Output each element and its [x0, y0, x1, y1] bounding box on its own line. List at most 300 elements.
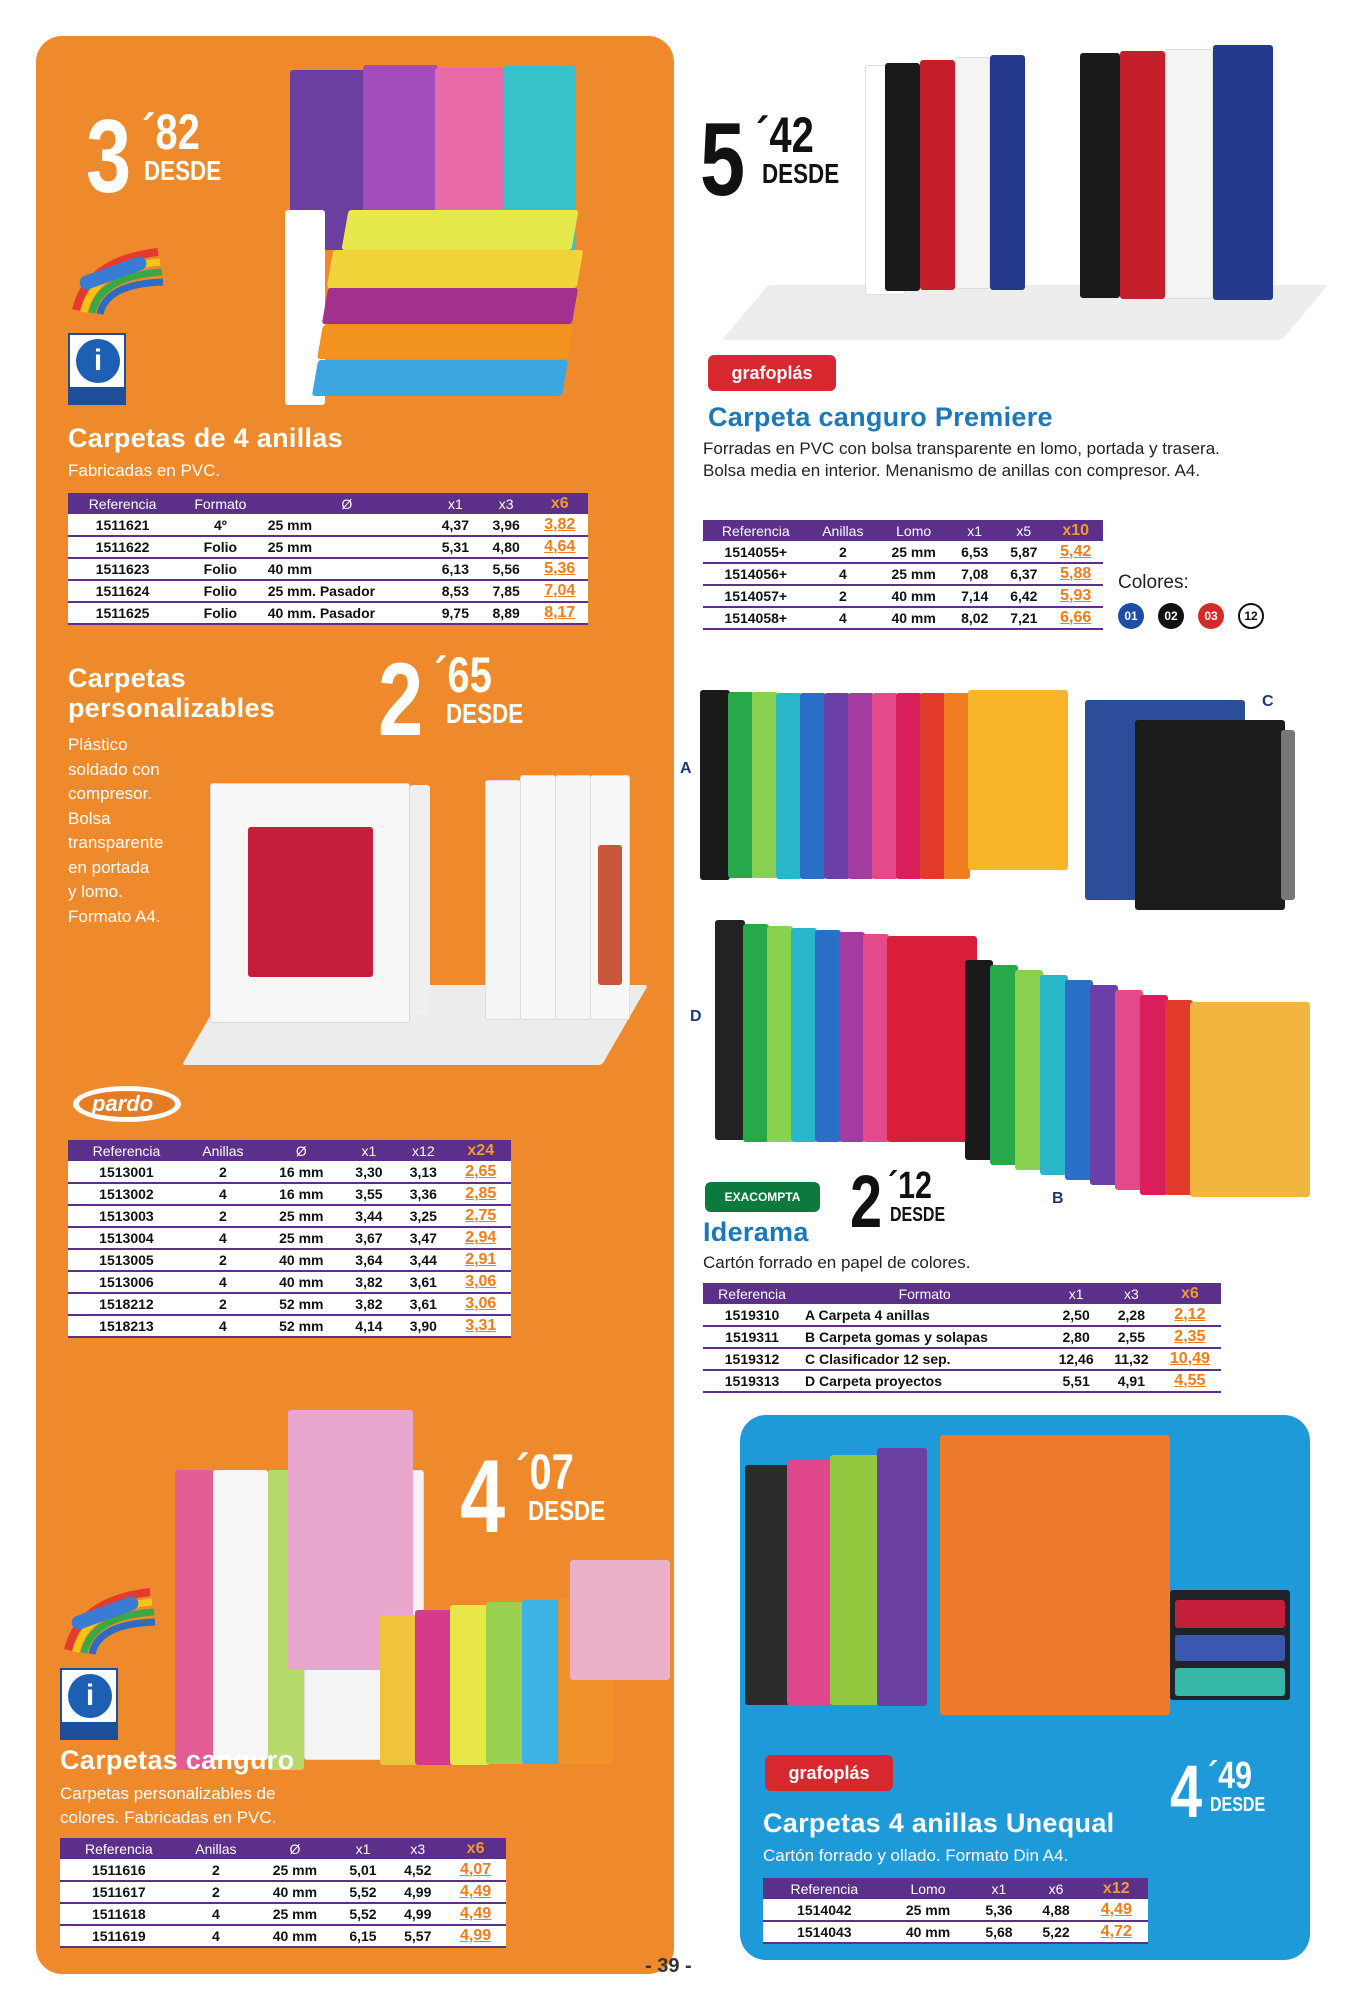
table-cell: 3,82: [532, 514, 588, 536]
desc-s5: [60, 1782, 276, 1830]
table-header: Referencia: [703, 520, 809, 541]
table-cell: 4,37: [430, 514, 481, 536]
table-cell: 5,22: [1027, 1921, 1084, 1943]
table-row: [60, 1881, 506, 1903]
table-cell: 3,55: [342, 1183, 396, 1205]
table-cell: 1513005: [68, 1249, 185, 1271]
ring-binders-image-a: [700, 690, 1080, 885]
page-number: - 39 -: [645, 1955, 692, 1977]
table-header-row: [60, 1838, 506, 1859]
grafoplas-logo: [708, 355, 836, 391]
table-cell: 2: [185, 1249, 261, 1271]
price-desde: DESDE: [1210, 1794, 1266, 1816]
table-s6: [763, 1878, 1148, 1944]
table-header: Ø: [254, 1838, 335, 1859]
desc-s3: [68, 733, 163, 929]
table-row: [703, 1304, 1221, 1326]
table-cell: 2,55: [1104, 1326, 1159, 1348]
desc-line: Carpetas personalizables de: [60, 1784, 276, 1803]
table-cell: 40 mm: [254, 1881, 335, 1903]
table-cell: 6,37: [999, 563, 1048, 585]
table-cell: 3,61: [396, 1271, 450, 1293]
table-cell: 1511622: [68, 536, 177, 558]
table-row: [703, 1370, 1221, 1392]
table-s2: [703, 520, 1103, 630]
table-cell: D Carpeta proyectos: [801, 1370, 1048, 1392]
color-swatch-12: 12: [1238, 603, 1264, 629]
table-header: x3: [1104, 1283, 1159, 1304]
table-cell: Folio: [177, 536, 264, 558]
table-row: [68, 1227, 511, 1249]
title-s5: Carpetas canguro: [60, 1745, 295, 1775]
table-s1: [68, 493, 588, 625]
desc-s1: Fabricadas en PVC.: [68, 461, 221, 480]
table-row: [68, 1293, 511, 1315]
table-cell: 3,47: [396, 1227, 450, 1249]
table-cell: 1511617: [60, 1881, 178, 1903]
table-cell: 3,67: [342, 1227, 396, 1249]
color-swatch-01: 01: [1118, 603, 1144, 629]
table-header: Formato: [801, 1283, 1048, 1304]
table-row: [68, 514, 588, 536]
price-int: 3: [86, 99, 130, 215]
table-header: Referencia: [703, 1283, 801, 1304]
table-cell: 5,87: [999, 541, 1048, 563]
table-row: [68, 1205, 511, 1227]
table-row: [763, 1899, 1148, 1921]
table-cell: 4: [809, 607, 878, 629]
table-cell: 4,49: [1085, 1899, 1148, 1921]
table-cell: 6,42: [999, 585, 1048, 607]
table-header: Referencia: [68, 493, 177, 514]
table-cell: 25 mm: [254, 1903, 335, 1925]
table-cell: 7,14: [950, 585, 999, 607]
desc-line: Bolsa: [68, 808, 111, 828]
table-cell: 3,06: [451, 1271, 511, 1293]
table-cell: 5,56: [481, 558, 532, 580]
table-cell: 40 mm: [261, 1271, 342, 1293]
table-cell: 5,93: [1048, 585, 1103, 607]
table-cell: 2: [178, 1881, 255, 1903]
price-dec: ´65: [434, 647, 492, 703]
table-row: [68, 602, 588, 624]
table-header: x24: [451, 1140, 511, 1161]
table-cell: 2: [809, 585, 878, 607]
brand-name: EXACOMPTA: [724, 1190, 801, 1204]
binders-image-s3: [190, 775, 640, 1075]
table-cell: A Carpeta 4 anillas: [801, 1304, 1048, 1326]
binders-image-s1: [285, 60, 625, 400]
table-header: x6: [445, 1838, 506, 1859]
binders-image-s6: [745, 1430, 1305, 1720]
table-cell: 1514043: [763, 1921, 886, 1943]
price-desde: DESDE: [528, 1495, 606, 1526]
table-cell: 2: [185, 1161, 261, 1183]
table-row: [68, 1161, 511, 1183]
table-cell: 40 mm: [261, 1249, 342, 1271]
price-desde: DESDE: [144, 155, 222, 186]
price-int: 4: [460, 1439, 504, 1555]
table-cell: 4,14: [342, 1315, 396, 1337]
table-row: [68, 1183, 511, 1205]
brand-name: grafoplás: [788, 1762, 870, 1783]
table-cell: 1519311: [703, 1326, 801, 1348]
price-s3: [378, 642, 558, 758]
table-cell: B Carpeta gomas y solapas: [801, 1326, 1048, 1348]
desc-line: compresor.: [68, 784, 153, 803]
desc-line: transparente: [68, 833, 164, 852]
price-dec: ´49: [1208, 1755, 1252, 1797]
table-cell: 8,02: [950, 607, 999, 629]
table-header: Ø: [264, 493, 430, 514]
table-cell: 1513006: [68, 1271, 185, 1293]
table-header: x1: [336, 1838, 391, 1859]
table-cell: 11,32: [1104, 1348, 1159, 1370]
table-row: [68, 1249, 511, 1271]
table-cell: C Clasificador 12 sep.: [801, 1348, 1048, 1370]
table-cell: Folio: [177, 602, 264, 624]
table-cell: 1511624: [68, 580, 177, 602]
table-cell: 2: [809, 541, 878, 563]
table-cell: 1513004: [68, 1227, 185, 1249]
table-cell: 9,75: [430, 602, 481, 624]
table-cell: 7,21: [999, 607, 1048, 629]
table-cell: 3,44: [396, 1249, 450, 1271]
table-row: [703, 541, 1103, 563]
table-header: x3: [481, 493, 532, 514]
table-header-row: [703, 520, 1103, 541]
table-header: Lomo: [886, 1878, 971, 1899]
price-s1: [86, 99, 246, 215]
table-cell: 3,25: [396, 1205, 450, 1227]
table-row: [703, 1326, 1221, 1348]
desc-line: y lomo.: [68, 882, 123, 901]
table-cell: 5,36: [970, 1899, 1027, 1921]
table-cell: 40 mm: [886, 1921, 971, 1943]
table-cell: 4: [185, 1227, 261, 1249]
table-cell: 10,49: [1159, 1348, 1221, 1370]
table-cell: 2,28: [1104, 1304, 1159, 1326]
table-cell: 4,52: [390, 1859, 445, 1881]
desc-line: en portada: [68, 857, 150, 877]
label-b: B: [1052, 1190, 1064, 1207]
table-cell: 40 mm. Pasador: [264, 602, 430, 624]
table-cell: 1511616: [60, 1859, 178, 1881]
title-s6: Carpetas 4 anillas Unequal: [763, 1808, 1115, 1838]
title-s1: Carpetas de 4 anillas: [68, 423, 343, 453]
exacompta-logo: [705, 1182, 820, 1212]
price-int: 2: [850, 1160, 881, 1243]
price-desde: DESDE: [446, 698, 524, 729]
table-cell: 40 mm: [254, 1925, 335, 1947]
table-cell: Folio: [177, 558, 264, 580]
table-cell: 1511621: [68, 514, 177, 536]
table-header: Anillas: [809, 520, 878, 541]
table-row: [703, 1348, 1221, 1370]
table-header: x10: [1048, 520, 1103, 541]
table-cell: 6,66: [1048, 607, 1103, 629]
table-cell: 5,01: [336, 1859, 391, 1881]
table-cell: 3,30: [342, 1161, 396, 1183]
table-cell: 25 mm: [264, 536, 430, 558]
iberplas-logo: i: [68, 333, 126, 405]
table-cell: 4: [809, 563, 878, 585]
table-cell: 1514055+: [703, 541, 809, 563]
brand-name: pardo: [92, 1091, 154, 1116]
table-cell: 4: [185, 1271, 261, 1293]
desc-line: Formato A4.: [68, 906, 161, 926]
table-cell: 4,72: [1085, 1921, 1148, 1943]
table-header: Anillas: [185, 1140, 261, 1161]
label-a: A: [680, 760, 692, 777]
desc-s6: Cartón forrado y ollado. Formato Din A4.: [763, 1846, 1069, 1865]
price-desde: DESDE: [890, 1204, 946, 1226]
table-cell: 1511619: [60, 1925, 178, 1947]
table-cell: 3,06: [451, 1293, 511, 1315]
table-cell: 25 mm: [877, 563, 950, 585]
table-cell: 6,53: [950, 541, 999, 563]
table-cell: 4: [178, 1925, 255, 1947]
table-cell: 2,35: [1159, 1326, 1221, 1348]
colores-label: Colores:: [1118, 572, 1189, 593]
table-cell: 2,85: [451, 1183, 511, 1205]
table-header: x12: [1085, 1878, 1148, 1899]
table-header: Referencia: [68, 1140, 185, 1161]
table-cell: 7,04: [532, 580, 588, 602]
table-cell: 5,51: [1048, 1370, 1104, 1392]
table-cell: 4: [178, 1903, 255, 1925]
title-line: Carpetas: [68, 663, 186, 693]
table-cell: 4,64: [532, 536, 588, 558]
table-cell: 8,17: [532, 602, 588, 624]
table-cell: 5,36: [532, 558, 588, 580]
table-cell: 2: [185, 1205, 261, 1227]
table-cell: 3,61: [396, 1293, 450, 1315]
table-cell: 25 mm: [877, 541, 950, 563]
table-cell: 2,94: [451, 1227, 511, 1249]
table-cell: 8,89: [481, 602, 532, 624]
title-line: personalizables: [68, 693, 276, 723]
table-cell: 3,90: [396, 1315, 450, 1337]
desc-line: colores. Fabricadas en PVC.: [60, 1808, 277, 1827]
table-cell: 3,82: [342, 1293, 396, 1315]
table-header: x1: [430, 493, 481, 514]
table-cell: 2,65: [451, 1161, 511, 1183]
price-dec: ´82: [142, 104, 200, 160]
table-row: [68, 1271, 511, 1293]
table-s5: [60, 1838, 506, 1948]
price-s5: [460, 1439, 640, 1555]
table-cell: 4,91: [1104, 1370, 1159, 1392]
price-int: 5: [700, 102, 744, 218]
table-cell: 25 mm: [261, 1227, 342, 1249]
price-int: 4: [1170, 1750, 1201, 1833]
table-cell: 2,50: [1048, 1304, 1104, 1326]
table-cell: 4,99: [390, 1881, 445, 1903]
table-cell: 4,99: [445, 1925, 506, 1947]
table-header: Formato: [177, 493, 264, 514]
table-s4: [703, 1283, 1221, 1393]
table-row: [68, 1315, 511, 1337]
table-cell: 2,80: [1048, 1326, 1104, 1348]
table-header: x12: [396, 1140, 450, 1161]
table-cell: 3,13: [396, 1161, 450, 1183]
table-cell: 3,96: [481, 514, 532, 536]
desc-line: soldado con: [68, 759, 160, 779]
table-cell: 4º: [177, 514, 264, 536]
table-cell: 4: [185, 1315, 261, 1337]
table-row: [60, 1903, 506, 1925]
clasificador-image-c: [1085, 700, 1295, 910]
table-header: x1: [970, 1878, 1027, 1899]
table-cell: 8,53: [430, 580, 481, 602]
table-header: x6: [532, 493, 588, 514]
table-cell: 3,82: [342, 1271, 396, 1293]
table-cell: 4: [185, 1183, 261, 1205]
title-s3: [68, 663, 275, 723]
table-cell: 2: [178, 1859, 255, 1881]
color-swatch-03: 03: [1198, 603, 1224, 629]
desc-line: Plástico: [68, 735, 128, 754]
table-cell: 4,49: [445, 1881, 506, 1903]
table-row: [68, 580, 588, 602]
table-cell: 3,36: [396, 1183, 450, 1205]
table-row: [60, 1925, 506, 1947]
table-cell: 2,12: [1159, 1304, 1221, 1326]
table-cell: 6,13: [430, 558, 481, 580]
table-row: [703, 563, 1103, 585]
table-cell: 5,68: [970, 1921, 1027, 1943]
table-cell: 25 mm. Pasador: [264, 580, 430, 602]
table-cell: 2,91: [451, 1249, 511, 1271]
price-s6: [1170, 1750, 1310, 1840]
table-cell: 2,75: [451, 1205, 511, 1227]
brand-name: grafoplás: [731, 362, 813, 383]
price-desde: DESDE: [762, 158, 840, 189]
price-dec: ´07: [516, 1444, 574, 1500]
table-cell: 3,44: [342, 1205, 396, 1227]
table-cell: 1518212: [68, 1293, 185, 1315]
price-s4: [850, 1160, 1000, 1250]
pardo-logo: [70, 1083, 185, 1125]
table-cell: 16 mm: [261, 1161, 342, 1183]
table-header: x1: [342, 1140, 396, 1161]
table-cell: 4,49: [445, 1903, 506, 1925]
table-cell: 4,07: [445, 1859, 506, 1881]
table-cell: 52 mm: [261, 1315, 342, 1337]
table-header: x5: [999, 520, 1048, 541]
label-d: D: [690, 1008, 702, 1025]
folders-image-b-d: [715, 920, 1315, 1200]
table-cell: 1519313: [703, 1370, 801, 1392]
table-cell: 25 mm: [264, 514, 430, 536]
table-header-row: [68, 493, 588, 514]
table-cell: 1513002: [68, 1183, 185, 1205]
title-s2: Carpeta canguro Premiere: [708, 402, 1053, 432]
table-cell: 12,46: [1048, 1348, 1104, 1370]
table-cell: 52 mm: [261, 1293, 342, 1315]
table-cell: 4,99: [390, 1903, 445, 1925]
table-row: [60, 1859, 506, 1881]
table-cell: 25 mm: [261, 1205, 342, 1227]
table-cell: 1514057+: [703, 585, 809, 607]
table-header-row: [68, 1140, 511, 1161]
table-cell: 1514058+: [703, 607, 809, 629]
table-cell: 4,55: [1159, 1370, 1221, 1392]
table-cell: 3,31: [451, 1315, 511, 1337]
table-row: [703, 607, 1103, 629]
fun-colors-logo: [60, 1580, 160, 1655]
table-cell: 1511618: [60, 1903, 178, 1925]
desc-s2: Forradas en PVC con bolsa transparente en lomo, portada y trasera. Bolsa media en interior. Menanismo de anillas con compresor. A4.: [703, 439, 1220, 480]
table-cell: 5,52: [336, 1903, 391, 1925]
table-cell: 1513003: [68, 1205, 185, 1227]
table-cell: 7,85: [481, 580, 532, 602]
table-cell: 1511623: [68, 558, 177, 580]
table-cell: 25 mm: [886, 1899, 971, 1921]
table-cell: 1519312: [703, 1348, 801, 1370]
table-cell: 1514056+: [703, 563, 809, 585]
table-cell: 4,80: [481, 536, 532, 558]
table-header: Referencia: [60, 1838, 178, 1859]
table-cell: 5,52: [336, 1881, 391, 1903]
table-row: [763, 1921, 1148, 1943]
table-header: x6: [1027, 1878, 1084, 1899]
table-cell: 1518213: [68, 1315, 185, 1337]
table-cell: 5,88: [1048, 563, 1103, 585]
table-header-row: [763, 1878, 1148, 1899]
table-cell: 1519310: [703, 1304, 801, 1326]
table-header: Anillas: [178, 1838, 255, 1859]
table-cell: 40 mm: [877, 607, 950, 629]
table-header-row: [703, 1283, 1221, 1304]
table-header: Lomo: [877, 520, 950, 541]
table-cell: 6,15: [336, 1925, 391, 1947]
table-cell: 25 mm: [254, 1859, 335, 1881]
table-header: x6: [1159, 1283, 1221, 1304]
table-cell: 4,88: [1027, 1899, 1084, 1921]
table-cell: 1514042: [763, 1899, 886, 1921]
table-cell: 1513001: [68, 1161, 185, 1183]
color-swatch-02: 02: [1158, 603, 1184, 629]
table-s3: [68, 1140, 511, 1338]
table-row: [703, 585, 1103, 607]
table-cell: 5,31: [430, 536, 481, 558]
table-header: Referencia: [763, 1878, 886, 1899]
title-s4: Iderama: [703, 1217, 809, 1247]
price-int: 2: [378, 642, 422, 758]
table-header: x1: [950, 520, 999, 541]
price-dec: ´12: [888, 1165, 932, 1207]
table-row: [68, 536, 588, 558]
table-cell: 5,42: [1048, 541, 1103, 563]
iberplas-logo: i: [60, 1668, 118, 1740]
table-row: [68, 558, 588, 580]
binders-image-s2: [745, 45, 1325, 345]
label-c: C: [1262, 693, 1274, 710]
table-cell: 40 mm: [264, 558, 430, 580]
price-dec: ´42: [756, 107, 814, 163]
fun-colors-logo: [68, 240, 168, 315]
grafoplas-logo: [765, 1755, 893, 1791]
table-cell: 3,64: [342, 1249, 396, 1271]
table-cell: 7,08: [950, 563, 999, 585]
table-cell: 5,57: [390, 1925, 445, 1947]
table-cell: 2: [185, 1293, 261, 1315]
table-header: x1: [1048, 1283, 1104, 1304]
table-cell: Folio: [177, 580, 264, 602]
table-header: x3: [390, 1838, 445, 1859]
